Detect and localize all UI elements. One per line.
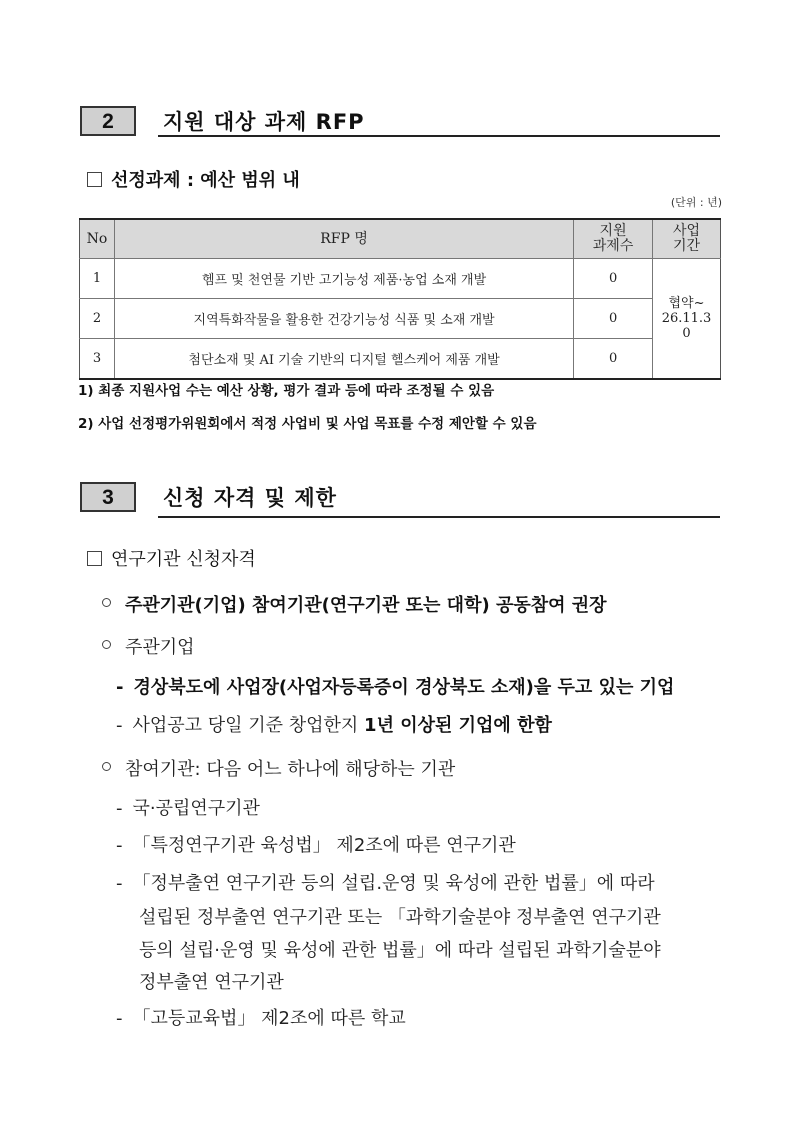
cell-count: 0 [574,259,653,299]
checkbox-square-icon [87,172,102,187]
header-period: 사업 기간 [653,219,721,259]
subheading-eligibility [87,545,256,571]
header-count: 지원 과제수 [574,219,653,259]
section-number-badge: 2 [80,106,136,136]
subheading-text: 연구기관 신청자격 [111,549,256,570]
subheading-text: 선정과제 : 예산 범위 내 [111,170,300,191]
cell-no: 1 [80,259,115,299]
section-underline [158,516,720,518]
item-lead-company: 주관기업 [102,633,195,659]
lead-requirement-2: - 사업공고 당일 기준 창업한지 1년 이상된 기업에 한함 [116,715,552,736]
unit-label: (단위 : 년) [670,196,722,209]
cell-rfp-name: 첨단소재 및 AI 기술 기반의 디지털 헬스케어 제품 개발 [114,339,573,380]
section-number-badge: 3 [80,482,136,512]
participant-item-long: - 「정부출연 연구기관 등의 설립.운영 및 육성에 관한 법률」에 따라 [116,873,655,894]
cell-rfp-name: 헴프 및 천연물 기반 고기능성 제품·농업 소재 개발 [114,259,573,299]
rfp-table [79,218,721,380]
table-row [80,259,721,299]
section-underline [158,135,720,137]
header-rfp-name: RFP 명 [114,219,573,259]
cell-no: 2 [80,299,115,339]
cell-count: 0 [574,299,653,339]
cell-rfp-name: 지역특화작물을 활용한 건강기능성 식품 및 소재 개발 [114,299,573,339]
table-row [80,339,721,380]
circle-bullet-icon [102,762,111,771]
table-row [80,299,721,339]
item-participant: 참여기관: 다음 어느 하나에 해당하는 기관 [102,755,455,781]
checkbox-square-icon [87,551,102,566]
cell-no: 3 [80,339,115,380]
participant-item: - 「특정연구기관 육성법」 제2조에 따른 연구기관 [116,835,516,856]
table-header-row [80,219,721,259]
circle-bullet-icon [102,598,111,607]
footnote-2: 2) 사업 선정평가위원회에서 적정 사업비 및 사업 목표를 수정 제안할 수 있음 [78,416,537,432]
lead-requirement-1: - 경상북도에 사업장(사업자등록증이 경상북도 소재)을 두고 있는 기업 [116,677,675,698]
cell-count: 0 [574,339,653,380]
footnote-1: 1) 최종 지원사업 수는 예산 상황, 평가 결과 등에 따라 조정될 수 있음 [78,383,495,399]
participant-item-long-cont: 설립된 정부출연 연구기관 또는 「과학기술분야 정부출연 연구기관 [139,907,661,928]
cell-period: 협약~ 26.11.3 0 [653,259,721,380]
section-title: 신청 자격 및 제한 [163,486,337,510]
participant-item: - 「고등교육법」 제2조에 따른 학교 [116,1008,406,1029]
circle-bullet-icon [102,640,111,649]
item-joint-participation: 주관기관(기업) 참여기관(연구기관 또는 대학) 공동참여 권장 [102,591,607,617]
subheading-selected-projects [87,166,300,192]
participant-item: - 국·공립연구기관 [116,798,260,819]
participant-item-long-cont: 정부출연 연구기관 [139,972,284,993]
participant-item-long-cont: 등의 설립·운영 및 육성에 관한 법률」에 따라 설립된 과학기술분야 [139,940,661,961]
section-title: 지원 대상 과제 RFP [163,110,365,134]
header-no: No [80,219,115,259]
